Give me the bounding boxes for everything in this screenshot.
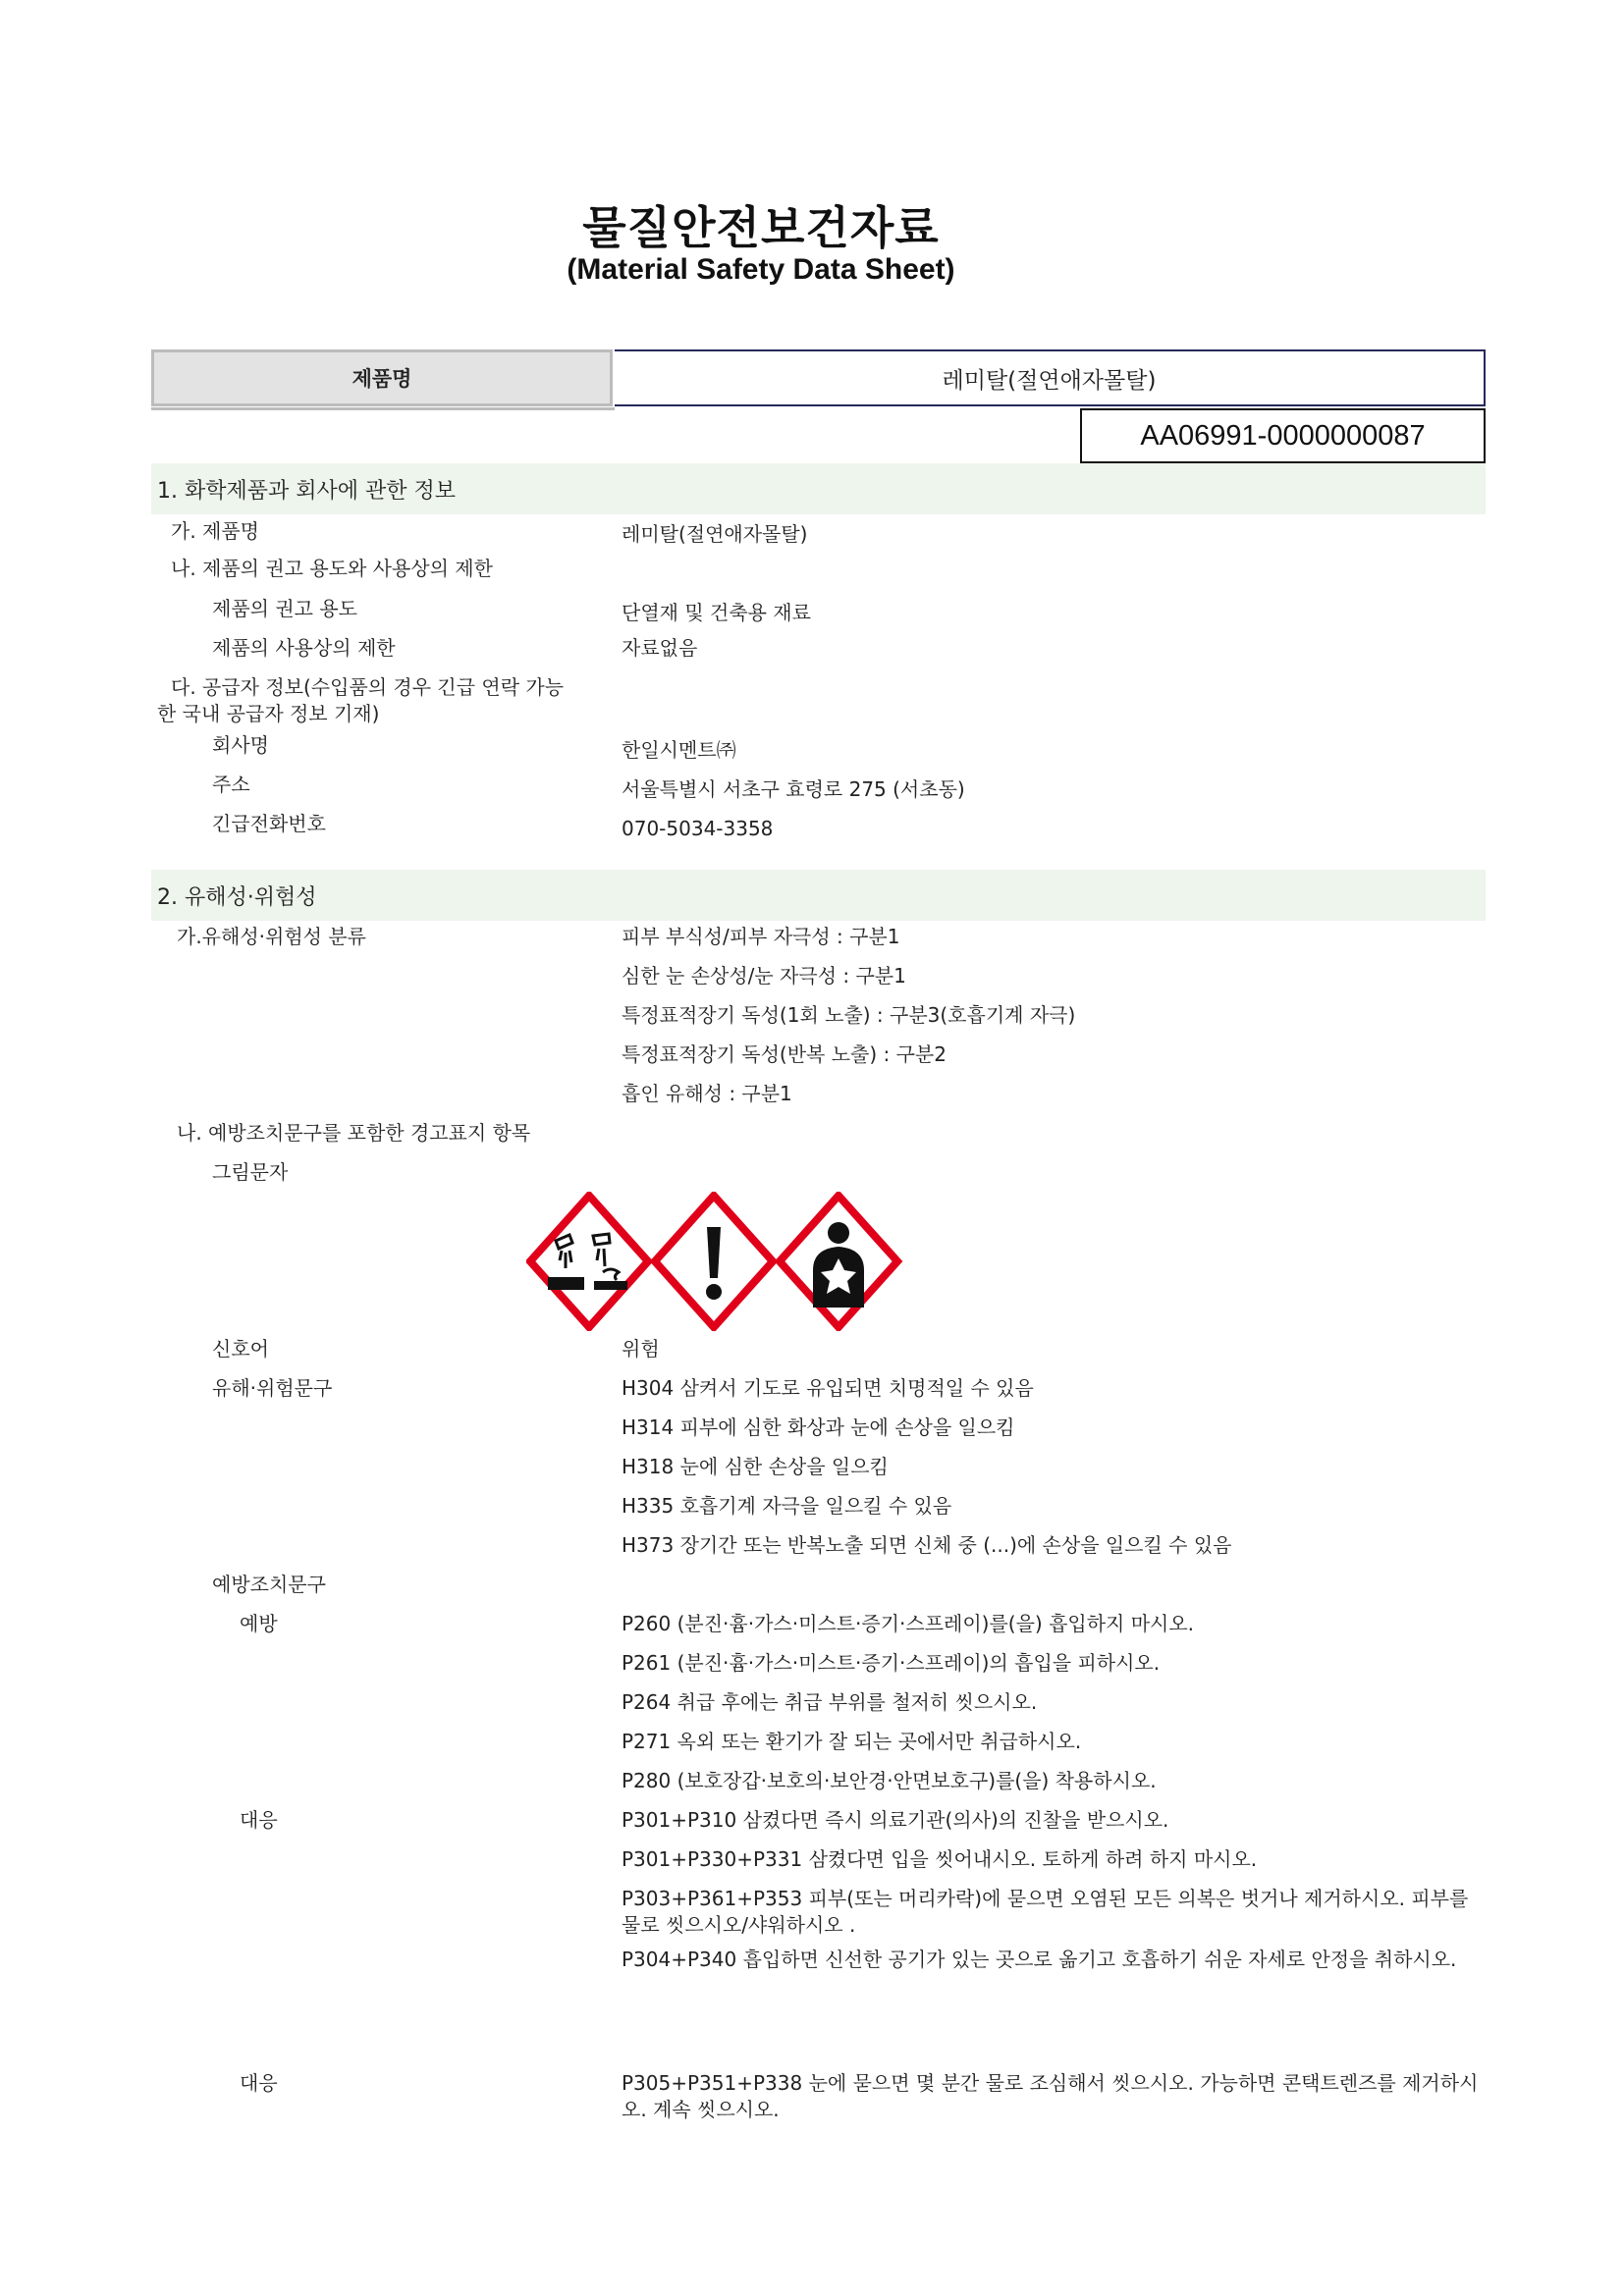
- classification-item: 심한 눈 손상성/눈 자극성 : 구분1: [622, 964, 906, 988]
- prevention-label: 예방: [240, 1612, 278, 1635]
- hazard-statement: H373 장기간 또는 반복노출 되면 신체 중 (...)에 손상을 일으킬 수 있음: [622, 1533, 1232, 1557]
- prevention-statement: P260 (분진·흄·가스·미스트·증기·스프레이)를(을) 흡입하지 마시오.: [622, 1612, 1195, 1635]
- product-name-label-cell: 제품명: [151, 349, 613, 406]
- pictogram-label: 그림문자: [212, 1160, 289, 1184]
- emergency-phone-value: 070-5034-3358: [622, 817, 774, 840]
- document-title-english: (Material Safety Data Sheet): [567, 253, 955, 286]
- exclamation-mark-icon: [655, 1196, 773, 1327]
- hazard-statement: H318 눈에 심한 손상을 일으킴: [622, 1455, 889, 1478]
- response-statement: P303+P361+P353 피부(또는 머리카락)에 묻으면 오염된 모든 의복은 벗거나 제거하시오. 피부를 물로 씻으시오/샤워하시오 .: [622, 1887, 1469, 1937]
- hazard-statement: H314 피부에 심한 화상과 눈에 손상을 일으킴: [622, 1415, 1015, 1439]
- supplier-info-label-continued: 한 국내 공급자 정보 기재): [157, 702, 380, 725]
- response-label: 대응: [240, 1808, 278, 1832]
- recommended-use-label: 제품의 권고 용도: [212, 597, 357, 620]
- signal-word-label: 신호어: [212, 1337, 269, 1361]
- ghs-pictograms: [526, 1192, 903, 1331]
- hazard-statement: H335 호흡기계 자극을 일으킬 수 있음: [622, 1494, 952, 1518]
- response-label-2: 대응: [240, 2071, 278, 2095]
- response-statement: P305+P351+P338 눈에 묻으면 몇 분간 물로 조심해서 씻으시오. 가능하면 콘택트렌즈를 제거하시오. 계속 씻으시오.: [622, 2071, 1479, 2121]
- response-statement: P304+P340 흡입하면 신선한 공기가 있는 곳으로 옮기고 호흡하기 쉬운 자세로 안정을 취하시오.: [622, 1948, 1457, 1971]
- prevention-statement: P280 (보호장갑·보호의·보안경·안면보호구)를(을) 착용하시오.: [622, 1769, 1157, 1792]
- use-restriction-value: 자료없음: [622, 636, 698, 660]
- classification-item: 특정표적장기 독성(반복 노출) : 구분2: [622, 1042, 947, 1066]
- section-2-heading: 2. 유해성·위험성: [151, 870, 1486, 921]
- use-restriction-label: 제품의 사용상의 제한: [212, 636, 396, 660]
- hazard-statement: H304 삼켜서 기도로 유입되면 치명적일 수 있음: [622, 1376, 1034, 1400]
- prevention-statement: P264 취급 후에는 취급 부위를 철저히 씻으시오.: [622, 1690, 1038, 1714]
- precautionary-statements-label: 예방조치문구: [212, 1573, 326, 1596]
- health-hazard-icon: [780, 1196, 897, 1327]
- product-code-cell: AA06991-0000000087: [1080, 408, 1486, 463]
- address-label: 주소: [212, 773, 250, 796]
- address-value: 서울특별시 서초구 효령로 275 (서초동): [622, 777, 965, 801]
- response-statement: P301+P310 삼켰다면 즉시 의료기관(의사)의 진찰을 받으시오.: [622, 1808, 1169, 1832]
- classification-item: 특정표적장기 독성(1회 노출) : 구분3(호흡기계 자극): [622, 1003, 1076, 1027]
- classification-item: 흡인 유해성 : 구분1: [622, 1082, 792, 1105]
- prevention-statement: P261 (분진·흄·가스·미스트·증기·스프레이)의 흡입을 피하시오.: [622, 1651, 1161, 1675]
- corrosion-icon: [530, 1196, 648, 1327]
- company-name-value: 한일시멘트㈜: [622, 738, 736, 762]
- prevention-statement: P271 옥외 또는 환기가 잘 되는 곳에서만 취급하시오.: [622, 1730, 1082, 1753]
- emergency-phone-label: 긴급전화번호: [212, 812, 326, 835]
- hazard-statements-label: 유해·위험문구: [212, 1376, 333, 1400]
- response-statement: P301+P330+P331 삼켰다면 입을 씻어내시오. 토하게 하려 하지 마시오.: [622, 1847, 1258, 1871]
- label-elements-label: 나. 예방조치문구를 포함한 경고표지 항목: [177, 1121, 531, 1145]
- document-title-korean: 물질안전보건자료: [582, 201, 940, 254]
- recommended-use-value: 단열재 및 건축용 재료: [622, 601, 811, 624]
- use-and-restriction-label: 나. 제품의 권고 용도와 사용상의 제한: [171, 557, 493, 580]
- product-header-divider: [151, 407, 615, 410]
- company-name-label: 회사명: [212, 733, 269, 757]
- hazard-classification-label: 가.유해성·위험성 분류: [177, 925, 366, 948]
- product-name-value: 레미탈(절연애자몰탈): [622, 522, 808, 546]
- signal-word-value: 위험: [622, 1337, 660, 1361]
- section-1-heading: 1. 화학제품과 회사에 관한 정보: [151, 463, 1486, 514]
- supplier-info-label: 다. 공급자 정보(수입품의 경우 긴급 연락 가능: [171, 675, 565, 699]
- product-name-value-cell: 레미탈(절연애자몰탈): [615, 349, 1486, 406]
- classification-item: 피부 부식성/피부 자극성 : 구분1: [622, 925, 900, 948]
- product-name-label: 가. 제품명: [171, 519, 259, 543]
